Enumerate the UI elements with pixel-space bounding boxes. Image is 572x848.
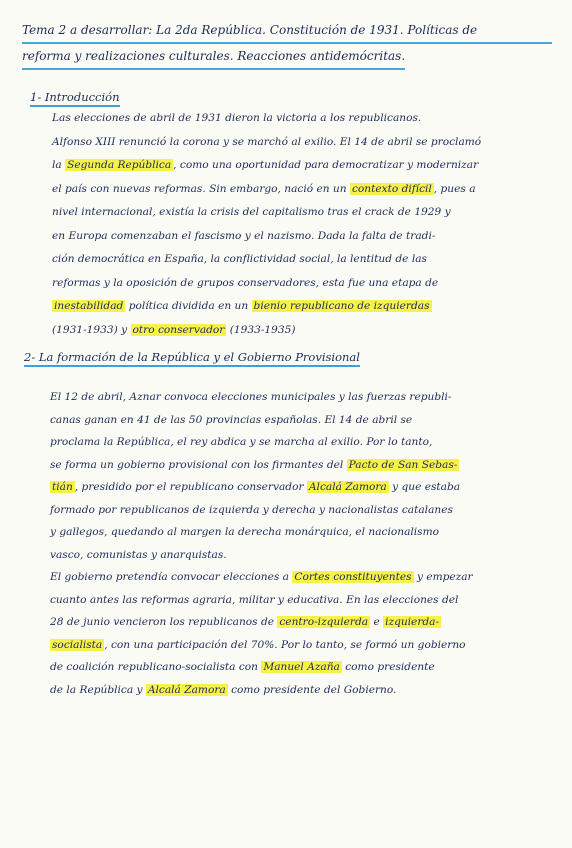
highlighted-term: socialista: [52, 638, 103, 651]
text-line: [52, 272, 562, 296]
section2-paragraph-1: [50, 386, 562, 566]
section2-paragraph-2: [50, 566, 562, 701]
text-segment: y empezar: [413, 571, 473, 583]
text-line: [50, 634, 562, 657]
text-line: [50, 589, 562, 612]
title-line-1: Tema 2 a desarrollar: La 2da República. Constitución de 1931. Políticas de: [22, 18, 552, 44]
text-line: [50, 521, 562, 544]
text-line: [52, 107, 562, 131]
section1-heading-text: 1- Introducción: [30, 90, 120, 107]
text-segment: , con una participación del 70%. Por lo tanto, se formó un gobierno: [104, 638, 466, 651]
text-segment: (1931-1933) y: [52, 323, 131, 336]
text-line: [50, 611, 562, 634]
text-line: [50, 679, 562, 702]
text-line: [50, 499, 562, 522]
text-segment: ción democrática en España, la conflictividad social, la lentitud de las: [52, 253, 427, 265]
highlighted-term: otro conservador: [132, 323, 225, 336]
text-line: [50, 431, 562, 454]
text-segment: de la República y: [50, 683, 146, 696]
text-segment: formado por republicanos de izquierda y derecha y nacionalistas catalanes: [50, 503, 453, 516]
text-line: [50, 386, 562, 409]
text-segment: , pues a: [433, 182, 476, 195]
section1-paragraph: [52, 107, 562, 342]
text-line: [50, 566, 562, 589]
text-segment: vasco, comunistas y anarquistas.: [50, 548, 227, 561]
text-segment: el país con nuevas reformas. Sin embargo, nació en un: [52, 182, 350, 195]
highlighted-term: Cortes constituyentes: [294, 571, 412, 583]
text-line: [52, 178, 562, 202]
text-segment: proclama la República, el rey abdica y se marcha al exilio. Por lo tanto,: [50, 436, 433, 448]
text-segment: reformas y la oposición de grupos conservadores, esta fue una etapa de: [52, 276, 439, 289]
highlighted-term: Pacto de San Sebas-: [348, 458, 458, 471]
text-line: [50, 544, 562, 567]
text-line: [50, 656, 562, 679]
text-line: [52, 319, 562, 343]
text-line: [50, 409, 562, 432]
text-segment: la: [52, 159, 66, 171]
page-title: [22, 18, 552, 70]
text-segment: (1933-1935): [226, 323, 296, 336]
text-segment: El gobierno pretendía convocar elecciones a: [50, 571, 293, 583]
text-segment: e: [370, 616, 384, 628]
text-segment: , presidido por el republicano conservador: [74, 481, 307, 493]
highlighted-term: Segunda República: [67, 159, 172, 171]
text-segment: como presidente del Gobierno.: [227, 683, 397, 696]
highlighted-term: Alcalá Zamora: [308, 481, 387, 493]
text-segment: se forma un gobierno provisional con los firmantes del: [50, 458, 347, 471]
text-line: [52, 201, 562, 225]
text-line: [52, 131, 562, 155]
text-line: [52, 295, 562, 319]
highlighted-term: Manuel Azaña: [263, 661, 340, 673]
text-segment: canas ganan en 41 de las 50 provincias españolas. El 14 de abril se: [50, 413, 413, 426]
title-line-2: reforma y realizaciones culturales. Reacciones antidemócritas.: [22, 44, 405, 70]
text-segment: política dividida en un: [125, 300, 252, 312]
text-line: [52, 248, 562, 272]
highlighted-term: izquierda-: [385, 616, 440, 628]
section2-heading-text: 2- La formación de la República y el Gobierno Provisional: [24, 350, 360, 367]
text-segment: en Europa comenzaban el fascismo y el nazismo. Dada la falta de tradi-: [52, 229, 436, 242]
highlighted-term: tián: [52, 481, 73, 493]
section-heading-formacion: [24, 350, 360, 364]
text-segment: cuanto antes las reformas agraria, militar y educativa. En las elecciones del: [50, 593, 459, 606]
text-line: [50, 476, 562, 499]
highlighted-term: bienio republicano de izquierdas: [253, 300, 430, 312]
text-segment: 28 de junio vencieron los republicanos de: [50, 616, 278, 628]
highlighted-term: inestabilidad: [54, 300, 124, 312]
highlighted-term: Alcalá Zamora: [147, 683, 226, 696]
highlighted-term: contexto difícil: [351, 182, 432, 195]
text-segment: , como una oportunidad para democratizar y modernizar: [173, 159, 479, 171]
text-line: [52, 225, 562, 249]
text-segment: como presidente: [341, 661, 435, 673]
text-segment: Alfonso XIII renunció la corona y se marchó al exilio. El 14 de abril se proclamó: [52, 135, 482, 148]
highlighted-term: centro-izquierda: [279, 616, 369, 628]
text-segment: de coalición republicano-socialista con: [50, 661, 262, 673]
text-segment: y que estaba: [388, 481, 461, 493]
section-heading-introduccion: [30, 90, 120, 104]
text-line: [52, 154, 562, 178]
text-segment: nivel internacional, existía la crisis del capitalismo tras el crack de 1929 y: [52, 206, 451, 218]
text-segment: El 12 de abril, Aznar convoca elecciones municipales y las fuerzas republi-: [50, 391, 452, 403]
text-segment: y gallegos, quedando al margen la derecha monárquica, el nacionalismo: [50, 526, 440, 538]
text-line: [50, 454, 562, 477]
text-segment: Las elecciones de abril de 1931 dieron la victoria a los republicanos.: [52, 112, 422, 124]
